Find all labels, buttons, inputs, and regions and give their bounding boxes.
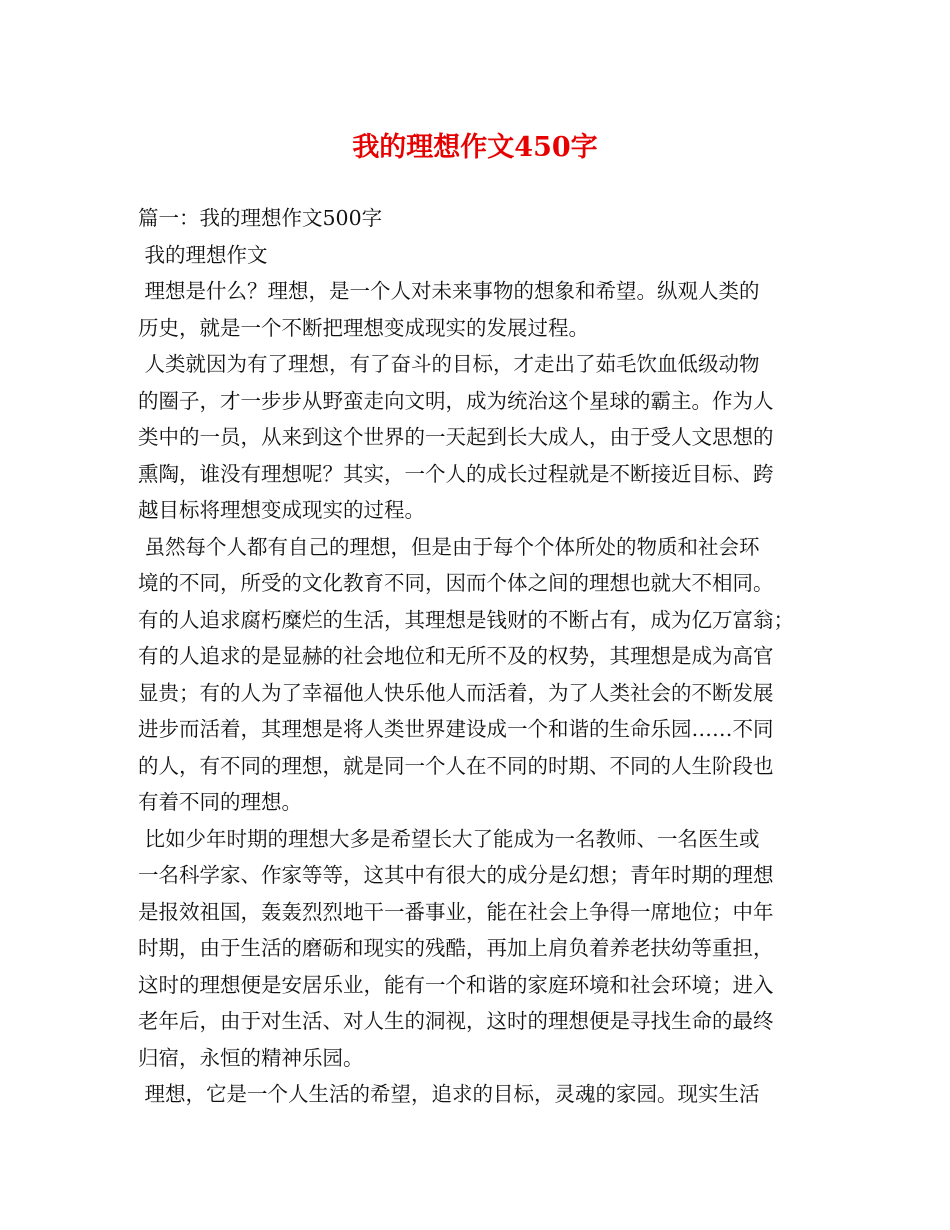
text-line: 越目标将理想变成现实的过程。 — [138, 498, 425, 522]
text-line: 我的理想作文 — [138, 242, 268, 267]
text-line: 归宿，永恒的精神乐园。 — [138, 1045, 364, 1070]
text-line: 类中的一员，从来到这个世界的一天起到长大成人，由于受人文思想的 — [138, 425, 774, 449]
document-body — [138, 200, 818, 1113]
text-line: 理想，它是一个人生活的希望，追求的目标，灵魂的家园。现实生活 — [138, 1082, 760, 1106]
document-title: 我的理想作文450字 — [352, 132, 598, 163]
text-line: 这时的理想便是安居乐业，能有一个和谐的家庭环境和社会环境；进入 — [138, 972, 774, 997]
text-line: 的人，有不同的理想，就是同一个人在不同的时期、不同的人生阶段也 — [138, 753, 774, 778]
text-line: 篇一：我的理想作文500字 — [138, 206, 383, 230]
text-line: 有的人追求腐朽糜烂的生活，其理想是钱财的不断占有，成为亿万富翁； — [138, 607, 794, 632]
text-line: 境的不同，所受的文化教育不同，因而个体之间的理想也就大不相同。 — [138, 571, 774, 595]
text-line: 进步而活着，其理想是将人类世界建设成一个和谐的生命乐园……不同 — [138, 717, 774, 741]
text-line: 一名科学家、作家等等，这其中有很大的成分是幻想；青年时期的理想 — [138, 863, 774, 887]
text-line: 显贵；有的人为了幸福他人快乐他人而活着，为了人类社会的不断发展 — [138, 680, 774, 705]
text-line: 有的人追求的是显赫的社会地位和无所不及的权势，其理想是成为高官 — [138, 644, 774, 668]
text-line: 老年后，由于对生活、对人生的洞视，这时的理想便是寻找生命的最终 — [138, 1009, 774, 1033]
text-line: 熏陶，谁没有理想呢？其实，一个人的成长过程就是不断接近目标、跨 — [138, 461, 774, 486]
text-line: 时期，由于生活的磨砺和现实的残酷，再加上肩负着养老扶幼等重担， — [138, 936, 774, 960]
text-line: 比如少年时期的理想大多是希望长大了能成为一名教师、一名医生或 — [138, 826, 760, 851]
text-line: 人类就因为有了理想，有了奋斗的目标，才走出了茹毛饮血低级动物 — [138, 352, 760, 376]
text-line: 虽然每个人都有自己的理想，但是由于每个个体所处的物质和社会环 — [138, 534, 760, 559]
text-line: 是报效祖国，轰轰烈烈地干一番事业，能在社会上争得一席地位；中年 — [138, 899, 774, 924]
text-line: 有着不同的理想。 — [138, 790, 302, 814]
text-line: 历史，就是一个不断把理想变成现实的发展过程。 — [138, 315, 589, 340]
text-line: 理想是什么？理想，是一个人对未来事物的想象和希望。纵观人类的 — [138, 279, 760, 303]
text-line: 的圈子，才一步步从野蛮走向文明，成为统治这个星球的霸主。作为人 — [138, 388, 774, 413]
